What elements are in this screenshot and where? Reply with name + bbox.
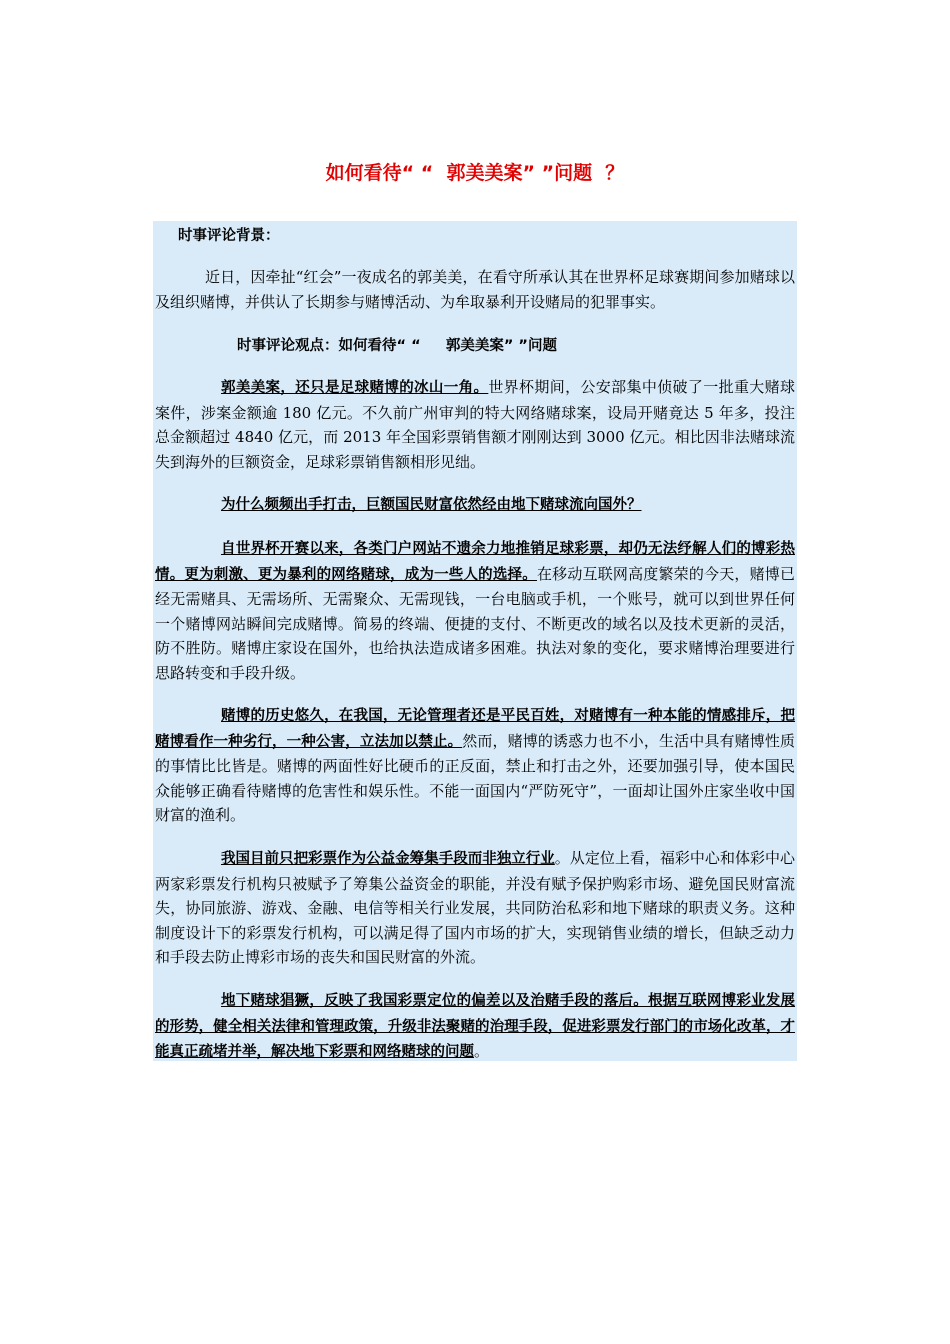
paragraph-1 (155, 375, 795, 474)
paragraph-5 (155, 846, 795, 970)
background-text: 近日，因牵扯“红会”一夜成名的郭美美，在看守所承认其在世界杯足球赛期间参加赌球以及组织赌博，并供认了长期参与赌博活动、为牟取暴利开设赌局的犯罪事实。 (155, 268, 795, 311)
viewpoint-heading: 时事评论观点：如何看待“ “ 郭美美案” ”问题 (237, 338, 557, 354)
paragraph-4-body: 然而，赌博的诱惑力也不小，生活中具有赌博性质的事情比比皆是。赌博的两面性好比硬币的正反面，禁止和打击之外，还要加强引导，使本国民众能够正确看待赌博的危害性和娱乐性。不能一面国内“严防死守”，一面却让国外庄家坐收中国财富的渔利。 (155, 731, 795, 824)
paragraph-4 (155, 703, 795, 828)
paragraph-1-lead: 郭美美案，还只是足球赌博的冰山一角。 (221, 380, 489, 396)
paragraph-1-body: 世界杯期间，公安部集中侦破了一批重大赌球案件，涉案金额逾 180 亿元。不久前广州审判的特大网络赌球案，设局开赌竟达 5 年多，投注总金额超过 4840 亿元，而 2013 年全国彩票销售额才刚刚达到 3000 亿元。相比因非法赌球流失到海外的巨额资金，足球彩票销售额相形见绌。 (155, 378, 795, 471)
paragraph-3-body: 在移动互联网高度繁荣的今天，赌博已经无需赌具、无需场所、无需聚众、无需现钱，一台电脑或手机，一个账号，就可以到世界任何一个赌博网站瞬间完成赌博。简易的终端、便捷的支付、不断更改的域名以及技术更新的灵活，防不胜防。赌博庄家设在国外，也给执法造成诸多困难。执法对象的变化，要求赌博治理要进行思路转变和手段升级。 (155, 564, 795, 682)
paragraph-2-lead: 为什么频频出手打击，巨额国民财富依然经由地下赌球流向国外？ (221, 497, 642, 513)
page-title: 如何看待“ “ 郭美美案” ”问题 ？ (325, 162, 625, 184)
background-heading: 时事评论背景： (178, 228, 280, 244)
paragraph-4-lead: 赌博的历史悠久，在我国，无论管理者还是平民百姓，对赌博有一种本能的情感排斥，把赌博看作一种劣行，一种公害，立法加以禁止。 (155, 708, 795, 750)
paragraph-6 (155, 988, 795, 1065)
paragraph-3 (155, 536, 795, 685)
paragraph-2 (155, 492, 795, 518)
paragraph-3-lead: 自世界杯开赛以来，各类门户网站不遗余力地推销足球彩票，却仍无法纾解人们的博彩热情。更为刺激、更为暴利的网络赌球，成为一些人的选择。 (155, 541, 795, 583)
paragraph-5-lead: 我国目前只把彩票作为公益金筹集手段而非独立行业 (221, 851, 555, 867)
paragraph-6-lead: 地下赌球猖獗，反映了我国彩票定位的偏差以及治赌手段的落后。根据互联网博彩业发展的形势，健全相关法律和管理政策，升级非法聚赌的治理手段，促进彩票发行部门的市场化改革，才能真正疏堵并举，解决地下彩票和网络赌球的问题 (155, 993, 795, 1060)
paragraph-6-body: 。 (474, 1042, 490, 1060)
paragraph-5-body: 。从定位上看，福彩中心和体彩中心两家彩票发行机构只被赋予了筹集公益资金的职能，并没有赋予保护购彩市场、避免国民财富流失，协同旅游、游戏、金融、电信等相关行业发展，共同防治私彩和地下赌球的职责义务。这种制度设计下的彩票发行机构，可以满足得了国内市场的扩大，实现销售业绩的增长，但缺乏动力和手段去防止博彩市场的丧失和国民财富的外流。 (155, 849, 795, 966)
